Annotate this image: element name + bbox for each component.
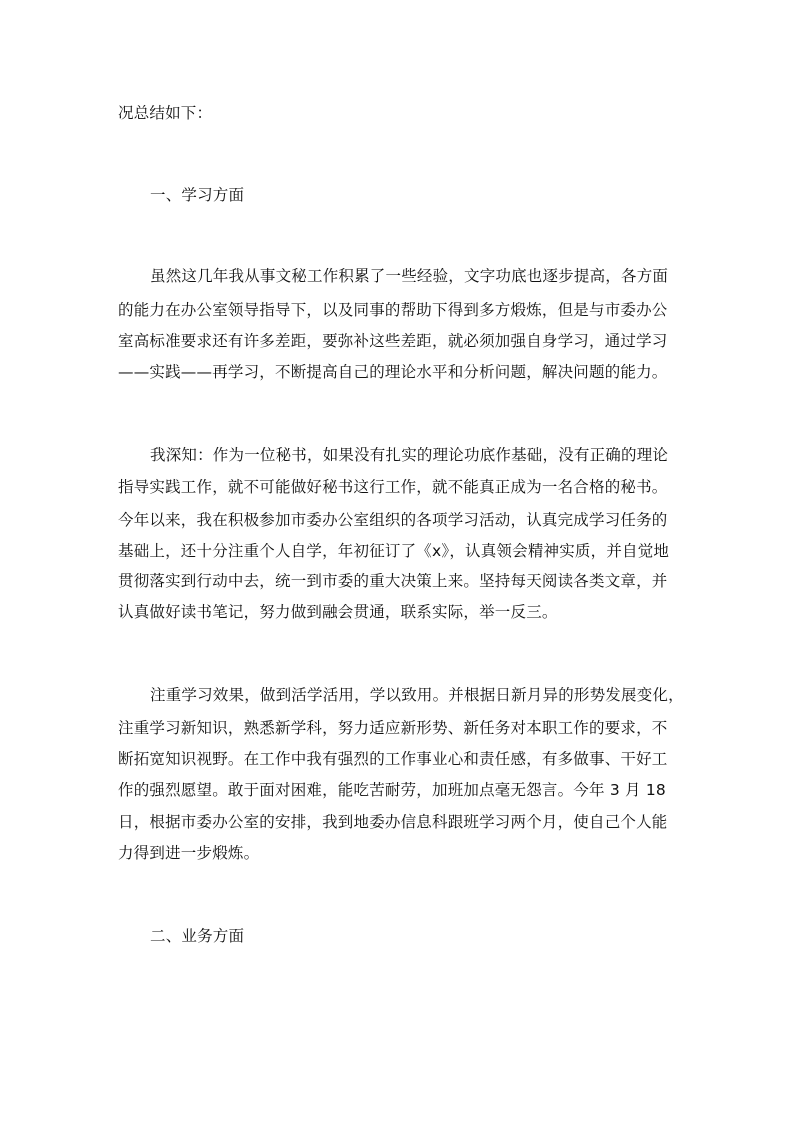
text-line: 日，根据市委办公室的安排，我到地委办信息科跟班学习两个月，使自己个人能 xyxy=(118,813,668,831)
text-line: 今年以来，我在积极参加市委办公室组织的各项学习活动，认真完成学习任务的 xyxy=(118,511,668,529)
text-line: 注重学习效果，做到活学活用，学以致用。并根据日新月异的形势发展变化， xyxy=(150,686,684,704)
text-line: 力得到进一步煅炼。 xyxy=(118,844,260,862)
text-line: 基础上，还十分注重个人自学，年初征订了《x》，认真领会精神实质，并自觉地 xyxy=(118,542,670,560)
section-heading: 二、业务方面 xyxy=(150,927,245,945)
text-line: 指导实践工作，就不可能做好秘书这行工作，就不能真正成为一名合格的秘书。 xyxy=(118,478,668,496)
section-heading: 一、学习方面 xyxy=(150,186,245,204)
text-line: ——实践——再学习，不断提高自己的理论水平和分析问题，解决问题的能力。 xyxy=(118,363,668,381)
text-line: 室高标准要求还有许多差距，要弥补这些差距，就必须加强自身学习，通过学习 xyxy=(118,332,668,350)
text-line: 断拓宽知识视野。在工作中我有强烈的工作事业心和责任感，有多做事、干好工 xyxy=(118,750,668,768)
text-line: 虽然这几年我从事文秘工作积累了一些经验，文字功底也逐步提高，各方面 xyxy=(150,267,669,285)
text-line: 贯彻落实到行动中去，统一到市委的重大决策上来。坚持每天阅读各类文章，并 xyxy=(118,572,668,590)
text-line: 作的强烈愿望。敢于面对困难，能吃苦耐劳，加班加点毫无怨言。今年 3 月 18 xyxy=(118,781,666,799)
text-line: 我深知：作为一位秘书，如果没有扎实的理论功底作基础，没有正确的理论 xyxy=(150,446,669,464)
text-line: 的能力在办公室领导指导下，以及同事的帮助下得到多方煅炼，但是与市委办公 xyxy=(118,301,668,319)
text-line: 认真做好读书笔记，努力做到融会贯通，联系实际，举一反三。 xyxy=(118,603,558,621)
text-line: 注重学习新知识，熟悉新学科，努力适应新形势、新任务对本职工作的要求，不 xyxy=(118,719,668,737)
text-line: 况总结如下： xyxy=(118,104,213,122)
